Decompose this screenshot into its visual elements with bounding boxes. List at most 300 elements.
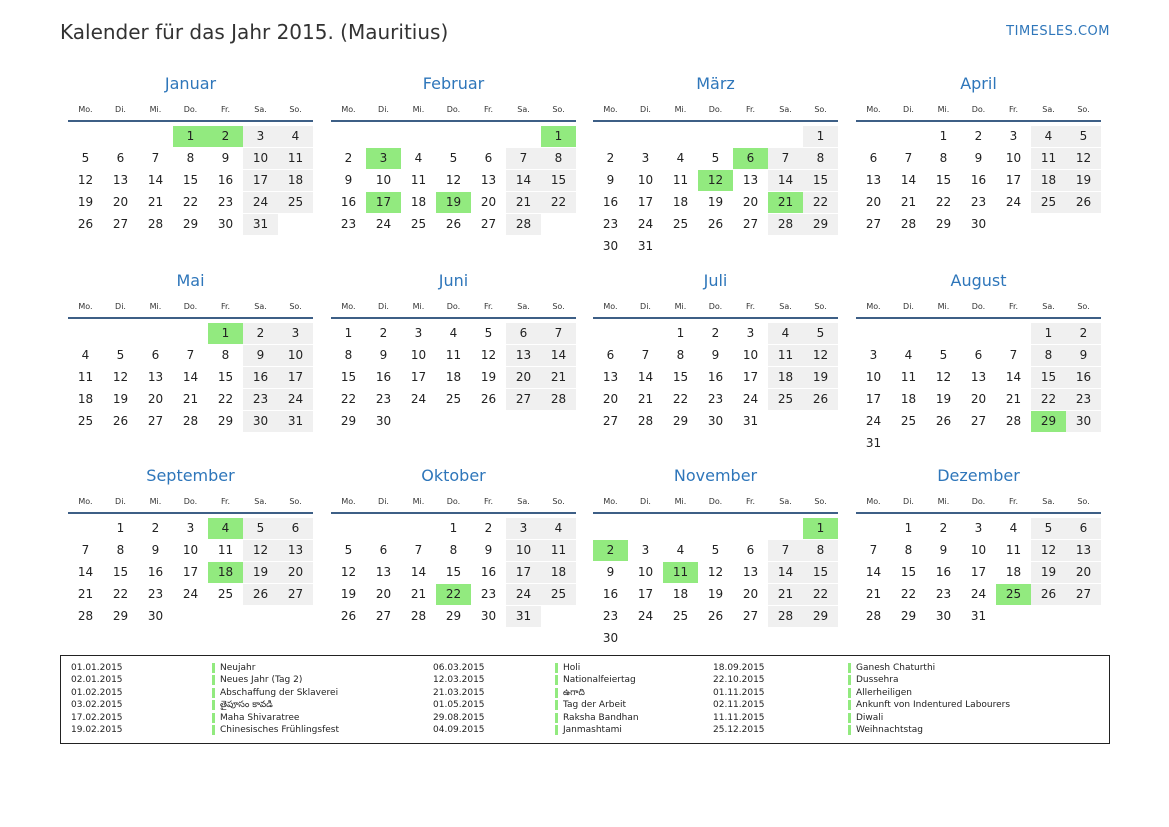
weekday-header [593, 104, 838, 116]
day-cell: 9 [606, 173, 615, 187]
month-name: November [673, 466, 758, 485]
month-name: August [950, 271, 1007, 290]
day-cell: 12 [77, 173, 94, 187]
weekday-label: Mi. [412, 105, 425, 114]
weekday-label: Do. [183, 497, 198, 506]
day-cell: 19 [77, 195, 94, 209]
day-cell: 5 [256, 521, 265, 535]
day-cell: 26 [112, 414, 129, 428]
day-cell: 3 [641, 151, 650, 165]
day-cell: 2 [484, 521, 493, 535]
day-cell: 20 [287, 565, 304, 579]
day-cell: 24 [637, 609, 654, 623]
day-cell: 12 [812, 348, 829, 362]
day-cell: 15 [900, 565, 917, 579]
weekday-label: Di. [640, 302, 651, 311]
day-cell: 28 [900, 217, 917, 231]
weekday-header [856, 301, 1101, 313]
day-cell: 11 [217, 543, 234, 557]
day-cell: 29 [812, 609, 829, 623]
holiday-day-cell: 1 [173, 126, 208, 147]
day-cell: 13 [287, 543, 304, 557]
day-cell: 1 [116, 521, 125, 535]
holiday-name: Janmashtami [563, 724, 622, 735]
day-cell: 13 [742, 565, 759, 579]
day-cell: 5 [81, 151, 90, 165]
weekday-label: Mi. [674, 105, 687, 114]
holiday-marker [555, 700, 558, 710]
weekday-label: Di. [115, 302, 126, 311]
day-cell: 26 [935, 414, 952, 428]
day-cell: 21 [182, 392, 199, 406]
day-cell: 14 [777, 565, 794, 579]
weekday-label: Do. [971, 497, 986, 506]
month-divider [68, 317, 313, 319]
holiday-marker [848, 700, 851, 710]
holiday-row [71, 712, 431, 724]
day-cell: 13 [147, 370, 164, 384]
day-cell: 21 [777, 587, 794, 601]
weekday-label: So. [552, 105, 565, 114]
day-cell: 6 [379, 543, 388, 557]
day-cell: 12 [480, 348, 497, 362]
holiday-marker [212, 700, 215, 710]
holiday-day-cell: 12 [698, 170, 733, 191]
day-cell: 3 [291, 326, 300, 340]
day-cell: 20 [865, 195, 882, 209]
weekday-header [68, 104, 313, 116]
holiday-day-cell: 25 [996, 584, 1031, 605]
weekday-label: Mo. [603, 497, 618, 506]
day-cell: 15 [812, 565, 829, 579]
day-cell: 20 [480, 195, 497, 209]
day-cell: 24 [970, 587, 987, 601]
holiday-row [713, 699, 1073, 711]
day-cell: 24 [515, 587, 532, 601]
weekday-label: Mi. [149, 105, 162, 114]
day-cell: 6 [484, 151, 493, 165]
day-cell: 27 [147, 414, 164, 428]
day-cell: 28 [410, 609, 427, 623]
holiday-name: Chinesisches Frühlingsfest [220, 724, 340, 735]
holiday-marker [848, 663, 851, 673]
day-cell: 21 [1005, 392, 1022, 406]
day-cell: 30 [217, 217, 234, 231]
day-cell: 25 [777, 392, 794, 406]
day-cell: 12 [112, 370, 129, 384]
day-cell: 22 [935, 195, 952, 209]
day-cell: 1 [344, 326, 353, 340]
holiday-day-cell: 21 [768, 192, 803, 213]
month-name: April [960, 74, 997, 93]
day-cell: 3 [974, 521, 983, 535]
day-cell: 7 [904, 151, 913, 165]
day-cell: 6 [606, 348, 615, 362]
day-cell: 3 [1009, 129, 1018, 143]
weekday-label: Mo. [341, 497, 356, 506]
weekday-label: Fr. [483, 302, 494, 311]
day-cell: 30 [1075, 414, 1092, 428]
holiday-date: 19.02.2015 [71, 724, 123, 735]
day-cell: 6 [746, 543, 755, 557]
day-cell: 12 [1040, 543, 1057, 557]
weekday-header [68, 496, 313, 508]
day-cell: 9 [606, 565, 615, 579]
day-cell: 19 [340, 587, 357, 601]
holiday-day-cell: 17 [366, 192, 401, 213]
day-cell: 24 [182, 587, 199, 601]
day-cell: 22 [182, 195, 199, 209]
day-cell: 26 [252, 587, 269, 601]
day-cell: 24 [410, 392, 427, 406]
day-cell: 24 [375, 217, 392, 231]
page-title: Kalender für das Jahr 2015. (Mauritius) [60, 20, 449, 44]
day-cell: 7 [781, 151, 790, 165]
day-cell: 11 [445, 348, 462, 362]
day-cell: 16 [602, 195, 619, 209]
day-cell: 8 [939, 151, 948, 165]
day-cell: 17 [410, 370, 427, 384]
day-cell: 31 [515, 609, 532, 623]
day-cell: 20 [147, 392, 164, 406]
holiday-name: Neues Jahr (Tag 2) [220, 675, 303, 686]
weekday-label: So. [552, 497, 565, 506]
weekday-label: Mi. [149, 302, 162, 311]
day-cell: 28 [777, 217, 794, 231]
day-cell: 3 [869, 348, 878, 362]
day-cell: 14 [865, 565, 882, 579]
day-cell: 16 [1075, 370, 1092, 384]
day-cell: 4 [414, 151, 423, 165]
weekday-header [331, 104, 576, 116]
day-cell: 7 [781, 543, 790, 557]
day-cell: 10 [742, 348, 759, 362]
day-cell: 7 [414, 543, 423, 557]
day-cell: 8 [116, 543, 125, 557]
month-divider [593, 120, 838, 122]
day-cell: 28 [865, 609, 882, 623]
holiday-marker [848, 713, 851, 723]
day-cell: 11 [550, 543, 567, 557]
day-cell: 7 [554, 326, 563, 340]
day-cell: 30 [480, 609, 497, 623]
day-cell: 19 [112, 392, 129, 406]
month-name: Juni [438, 271, 469, 290]
day-cell: 14 [550, 348, 567, 362]
day-cell: 25 [550, 587, 567, 601]
day-cell: 22 [340, 392, 357, 406]
day-cell: 22 [812, 587, 829, 601]
day-cell: 28 [77, 609, 94, 623]
holiday-day-cell: 18 [208, 562, 243, 583]
weekday-label: Di. [115, 497, 126, 506]
holiday-day-cell: 3 [366, 148, 401, 169]
holiday-day-cell: 2 [208, 126, 243, 147]
day-cell: 30 [147, 609, 164, 623]
holiday-date: 01.05.2015 [433, 700, 485, 711]
day-cell: 3 [186, 521, 195, 535]
day-cell: 24 [637, 217, 654, 231]
holiday-marker [848, 688, 851, 698]
day-cell: 19 [252, 565, 269, 579]
day-cell: 11 [77, 370, 94, 384]
site-logo-link[interactable]: TIMESLES.COM [1006, 24, 1110, 39]
day-cell: 19 [480, 370, 497, 384]
day-cell: 18 [287, 173, 304, 187]
holiday-marker [555, 713, 558, 723]
day-cell: 18 [900, 392, 917, 406]
holiday-day-cell: 22 [436, 584, 471, 605]
day-cell: 27 [480, 217, 497, 231]
month-divider [68, 512, 313, 514]
day-cell: 22 [550, 195, 567, 209]
holiday-day-cell: 2 [593, 540, 628, 561]
day-cell: 1 [939, 129, 948, 143]
day-cell: 11 [287, 151, 304, 165]
weekday-label: Mo. [866, 497, 881, 506]
month-divider [68, 120, 313, 122]
holiday-date: 11.11.2015 [713, 712, 765, 723]
day-cell: 9 [256, 348, 265, 362]
day-cell: 31 [637, 239, 654, 253]
day-cell: 2 [711, 326, 720, 340]
day-cell: 8 [221, 348, 230, 362]
day-cell: 27 [375, 609, 392, 623]
holiday-row [713, 674, 1073, 686]
holiday-date: 01.01.2015 [71, 663, 123, 673]
weekday-label: Fr. [220, 302, 231, 311]
day-cell: 13 [742, 173, 759, 187]
day-cell: 13 [1075, 543, 1092, 557]
weekday-label: Mo. [341, 302, 356, 311]
day-cell: 9 [1079, 348, 1088, 362]
weekday-label: Fr. [483, 105, 494, 114]
day-cell: 4 [781, 326, 790, 340]
day-cell: 2 [379, 326, 388, 340]
day-cell: 2 [974, 129, 983, 143]
holiday-row [713, 712, 1073, 724]
month-name: März [696, 74, 735, 93]
day-cell: 29 [900, 609, 917, 623]
weekday-header [593, 496, 838, 508]
day-cell: 18 [77, 392, 94, 406]
day-cell: 30 [602, 239, 619, 253]
holiday-legend [60, 655, 1110, 744]
day-cell: 16 [340, 195, 357, 209]
day-cell: 14 [900, 173, 917, 187]
day-cell: 29 [217, 414, 234, 428]
holiday-row [71, 724, 431, 736]
holiday-date: 04.09.2015 [433, 724, 485, 735]
day-cell: 10 [970, 543, 987, 557]
weekday-label: Mi. [412, 302, 425, 311]
day-cell: 23 [970, 195, 987, 209]
holiday-day-cell: 4 [208, 518, 243, 539]
day-cell: 11 [900, 370, 917, 384]
month-name: Juli [703, 271, 728, 290]
weekday-label: Fr. [745, 497, 756, 506]
holiday-marker [555, 663, 558, 673]
weekday-label: So. [1077, 302, 1090, 311]
holiday-column [713, 662, 1073, 736]
day-cell: 30 [375, 414, 392, 428]
day-cell: 14 [147, 173, 164, 187]
day-cell: 18 [672, 195, 689, 209]
day-cell: 1 [1044, 326, 1053, 340]
day-cell: 9 [379, 348, 388, 362]
day-cell: 25 [900, 414, 917, 428]
weekday-label: Fr. [1008, 302, 1019, 311]
day-cell: 8 [816, 151, 825, 165]
day-cell: 20 [970, 392, 987, 406]
weekday-label: So. [814, 105, 827, 114]
day-cell: 29 [112, 609, 129, 623]
day-cell: 21 [147, 195, 164, 209]
day-cell: 18 [1040, 173, 1057, 187]
holiday-name: Abschaffung der Sklaverei [220, 687, 339, 698]
day-cell: 2 [344, 151, 353, 165]
weekday-label: Do. [183, 105, 198, 114]
day-cell: 15 [672, 370, 689, 384]
day-cell: 10 [375, 173, 392, 187]
day-cell: 23 [217, 195, 234, 209]
day-cell: 10 [182, 543, 199, 557]
weekday-label: Do. [446, 302, 461, 311]
day-cell: 16 [147, 565, 164, 579]
holiday-date: 12.03.2015 [433, 675, 485, 686]
day-cell: 21 [550, 370, 567, 384]
weekday-label: Di. [903, 497, 914, 506]
day-cell: 18 [1005, 565, 1022, 579]
weekday-label: Mi. [412, 497, 425, 506]
weekday-label: Di. [378, 105, 389, 114]
day-cell: 11 [1040, 151, 1057, 165]
day-cell: 22 [112, 587, 129, 601]
holiday-marker [848, 725, 851, 735]
day-cell: 24 [1005, 195, 1022, 209]
holiday-row [71, 674, 431, 686]
day-cell: 22 [812, 195, 829, 209]
day-cell: 8 [676, 348, 685, 362]
day-cell: 23 [935, 587, 952, 601]
day-cell: 12 [935, 370, 952, 384]
day-cell: 7 [186, 348, 195, 362]
month-divider [593, 317, 838, 319]
day-cell: 26 [707, 217, 724, 231]
day-cell: 28 [1005, 414, 1022, 428]
day-cell: 26 [1040, 587, 1057, 601]
day-cell: 11 [672, 173, 689, 187]
day-cell: 23 [252, 392, 269, 406]
day-cell: 2 [939, 521, 948, 535]
day-cell: 21 [410, 587, 427, 601]
day-cell: 29 [445, 609, 462, 623]
month-name: Dezember [937, 466, 1020, 485]
holiday-day-cell: 6 [733, 148, 768, 169]
day-cell: 17 [287, 370, 304, 384]
holiday-date: 25.12.2015 [713, 724, 765, 735]
weekday-label: Mi. [149, 497, 162, 506]
day-cell: 3 [746, 326, 755, 340]
day-cell: 15 [112, 565, 129, 579]
weekday-label: Mi. [937, 302, 950, 311]
day-cell: 13 [515, 348, 532, 362]
weekday-label: Sa. [517, 105, 530, 114]
holiday-row [71, 662, 431, 674]
day-cell: 25 [287, 195, 304, 209]
holiday-date: 01.02.2015 [71, 687, 123, 698]
holiday-name: తైపూసం కావడి [220, 700, 273, 711]
weekday-label: Sa. [1042, 302, 1055, 311]
day-cell: 5 [116, 348, 125, 362]
day-cell: 27 [112, 217, 129, 231]
day-cell: 3 [414, 326, 423, 340]
day-cell: 7 [519, 151, 528, 165]
weekday-label: So. [1077, 105, 1090, 114]
holiday-date: 02.11.2015 [713, 700, 765, 711]
day-cell: 14 [515, 173, 532, 187]
day-cell: 14 [410, 565, 427, 579]
weekday-label: Mi. [937, 105, 950, 114]
weekday-label: So. [289, 105, 302, 114]
day-cell: 31 [970, 609, 987, 623]
day-cell: 21 [900, 195, 917, 209]
day-cell: 26 [1075, 195, 1092, 209]
day-cell: 23 [1075, 392, 1092, 406]
day-cell: 16 [935, 565, 952, 579]
weekday-label: Di. [640, 497, 651, 506]
day-cell: 27 [865, 217, 882, 231]
day-cell: 17 [970, 565, 987, 579]
day-cell: 2 [1079, 326, 1088, 340]
holiday-day-cell: 1 [208, 323, 243, 344]
weekday-label: Sa. [779, 302, 792, 311]
weekday-label: So. [1077, 497, 1090, 506]
day-cell: 29 [182, 217, 199, 231]
day-cell: 10 [515, 543, 532, 557]
day-cell: 29 [340, 414, 357, 428]
day-cell: 27 [602, 414, 619, 428]
day-cell: 12 [252, 543, 269, 557]
weekday-header [331, 301, 576, 313]
weekday-label: Sa. [254, 497, 267, 506]
day-cell: 26 [480, 392, 497, 406]
day-cell: 5 [344, 543, 353, 557]
weekday-label: Fr. [1008, 497, 1019, 506]
holiday-name: Dussehra [856, 675, 899, 686]
holiday-date: 21.03.2015 [433, 687, 485, 698]
day-cell: 13 [970, 370, 987, 384]
day-cell: 25 [1040, 195, 1057, 209]
day-cell: 27 [1075, 587, 1092, 601]
weekday-label: Di. [640, 105, 651, 114]
day-cell: 10 [410, 348, 427, 362]
day-cell: 13 [602, 370, 619, 384]
day-cell: 8 [1044, 348, 1053, 362]
day-cell: 23 [602, 217, 619, 231]
day-cell: 5 [1044, 521, 1053, 535]
day-cell: 4 [1044, 129, 1053, 143]
day-cell: 20 [375, 587, 392, 601]
holiday-marker [555, 688, 558, 698]
day-cell: 23 [375, 392, 392, 406]
month-name: Oktober [421, 466, 486, 485]
holiday-marker [212, 675, 215, 685]
weekday-label: Do. [446, 497, 461, 506]
day-cell: 7 [869, 543, 878, 557]
day-cell: 24 [252, 195, 269, 209]
day-cell: 25 [672, 217, 689, 231]
